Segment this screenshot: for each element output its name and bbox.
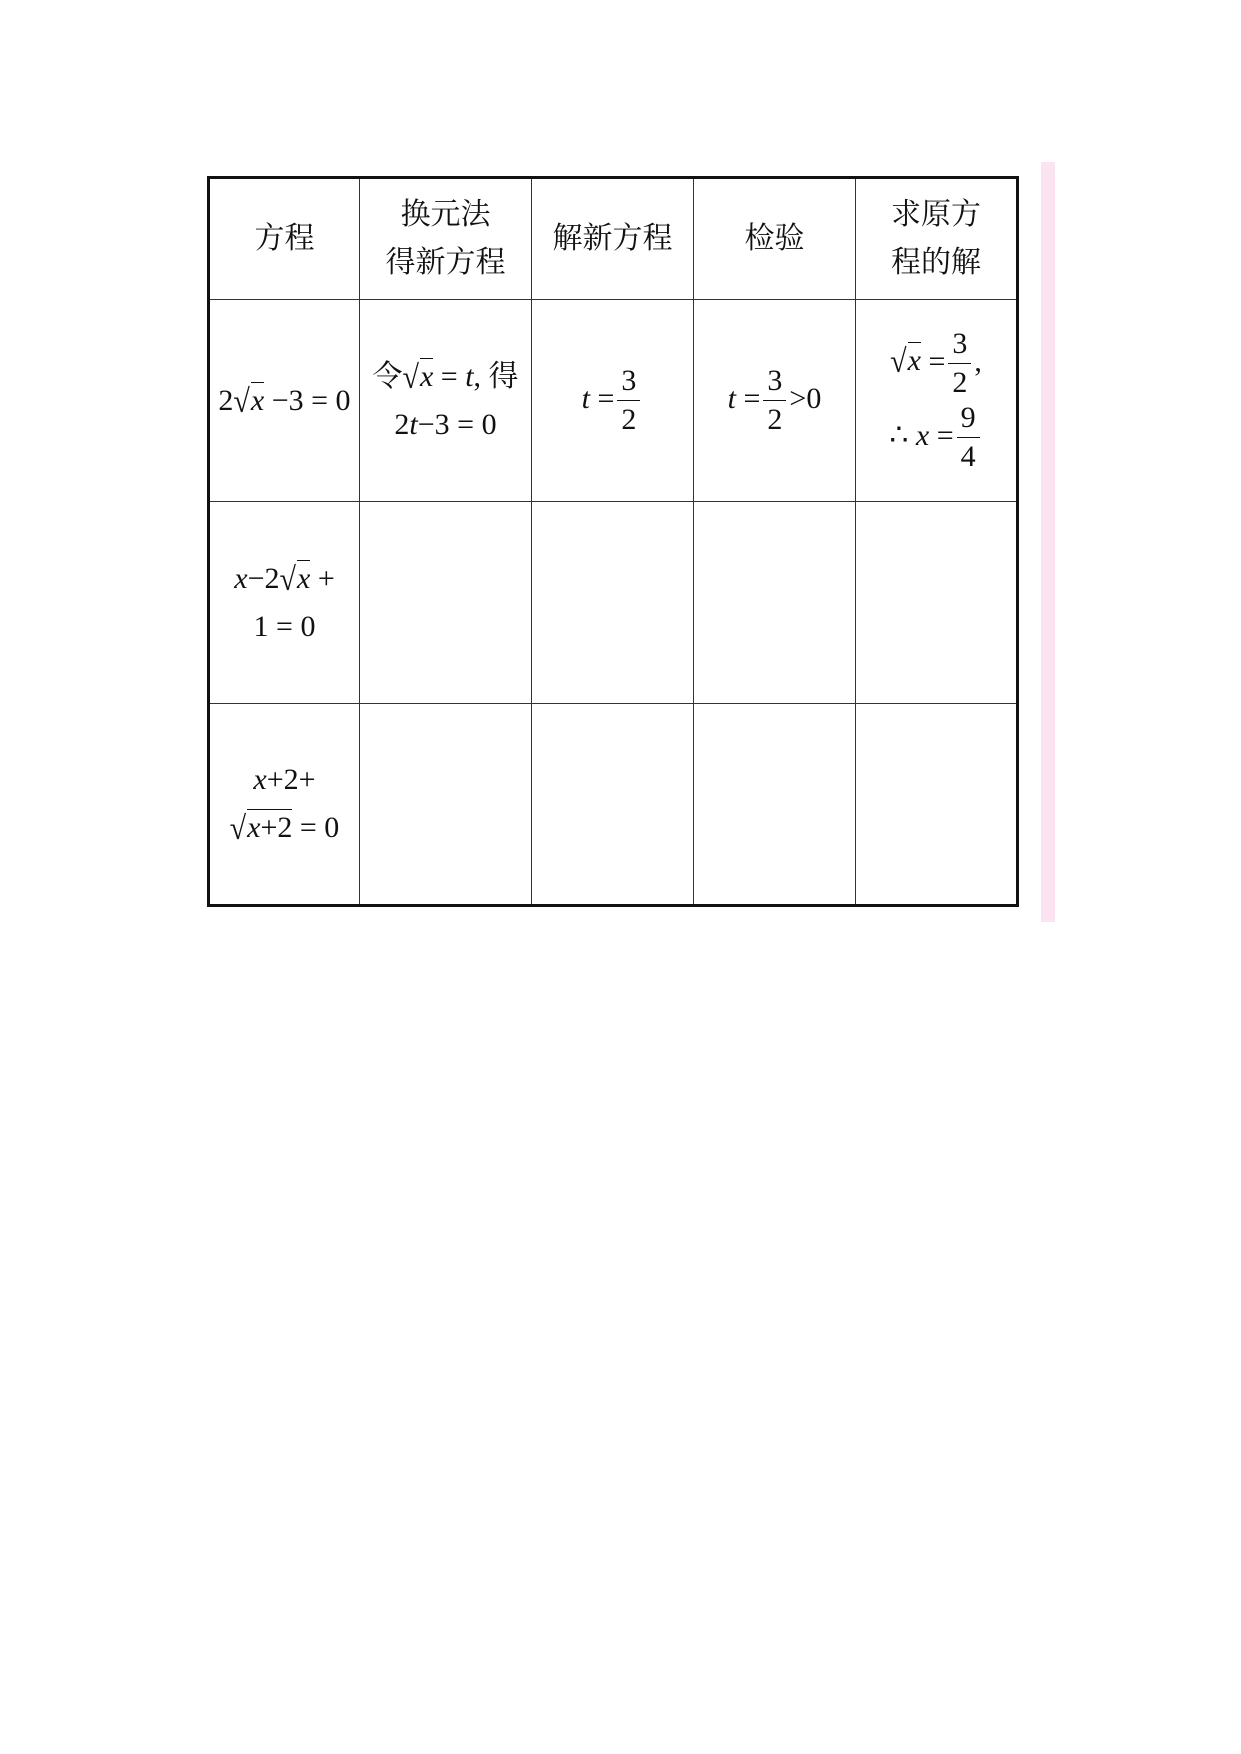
substitution-cell: 令√x = t, 得 2t−3 = 0 xyxy=(360,300,532,502)
substitution-method-table xyxy=(207,176,1019,907)
solve-new-cell: t = $\frac{3}{2}$ xyxy=(532,300,694,502)
check-cell-empty[interactable] xyxy=(694,704,856,906)
substitution-cell-empty[interactable] xyxy=(360,704,532,906)
original-solution-cell-empty[interactable] xyxy=(856,704,1018,906)
substitution-cell-empty[interactable] xyxy=(360,502,532,704)
table-row xyxy=(209,502,1018,704)
margin-accent-bar xyxy=(1041,162,1055,922)
original-solution-cell: √x = $\frac{3}{2}$ , ∴ x = $\frac{9}{4}$ xyxy=(856,300,1018,502)
header-original-solution: 求原方 程的解 xyxy=(856,178,1018,300)
header-substitution: 换元法 得新方程 xyxy=(360,178,532,300)
original-solution-cell-empty[interactable] xyxy=(856,502,1018,704)
equation-cell: x+2+ √x+2 = 0 xyxy=(209,704,360,906)
equation-cell: x−2√x + 1 = 0 xyxy=(209,502,360,704)
table-row xyxy=(209,300,1018,502)
solve-new-cell-empty[interactable] xyxy=(532,502,694,704)
equation-cell: 2√x −3 = 0 xyxy=(209,300,360,502)
table-row xyxy=(209,704,1018,906)
solve-new-cell-empty[interactable] xyxy=(532,704,694,906)
header-row xyxy=(209,178,1018,300)
check-cell: t = $\frac{3}{2}$ >0 xyxy=(694,300,856,502)
header-solve-new: 解新方程 xyxy=(532,178,694,300)
header-check: 检验 xyxy=(694,178,856,300)
check-cell-empty[interactable] xyxy=(694,502,856,704)
header-equation: 方程 xyxy=(209,178,360,300)
